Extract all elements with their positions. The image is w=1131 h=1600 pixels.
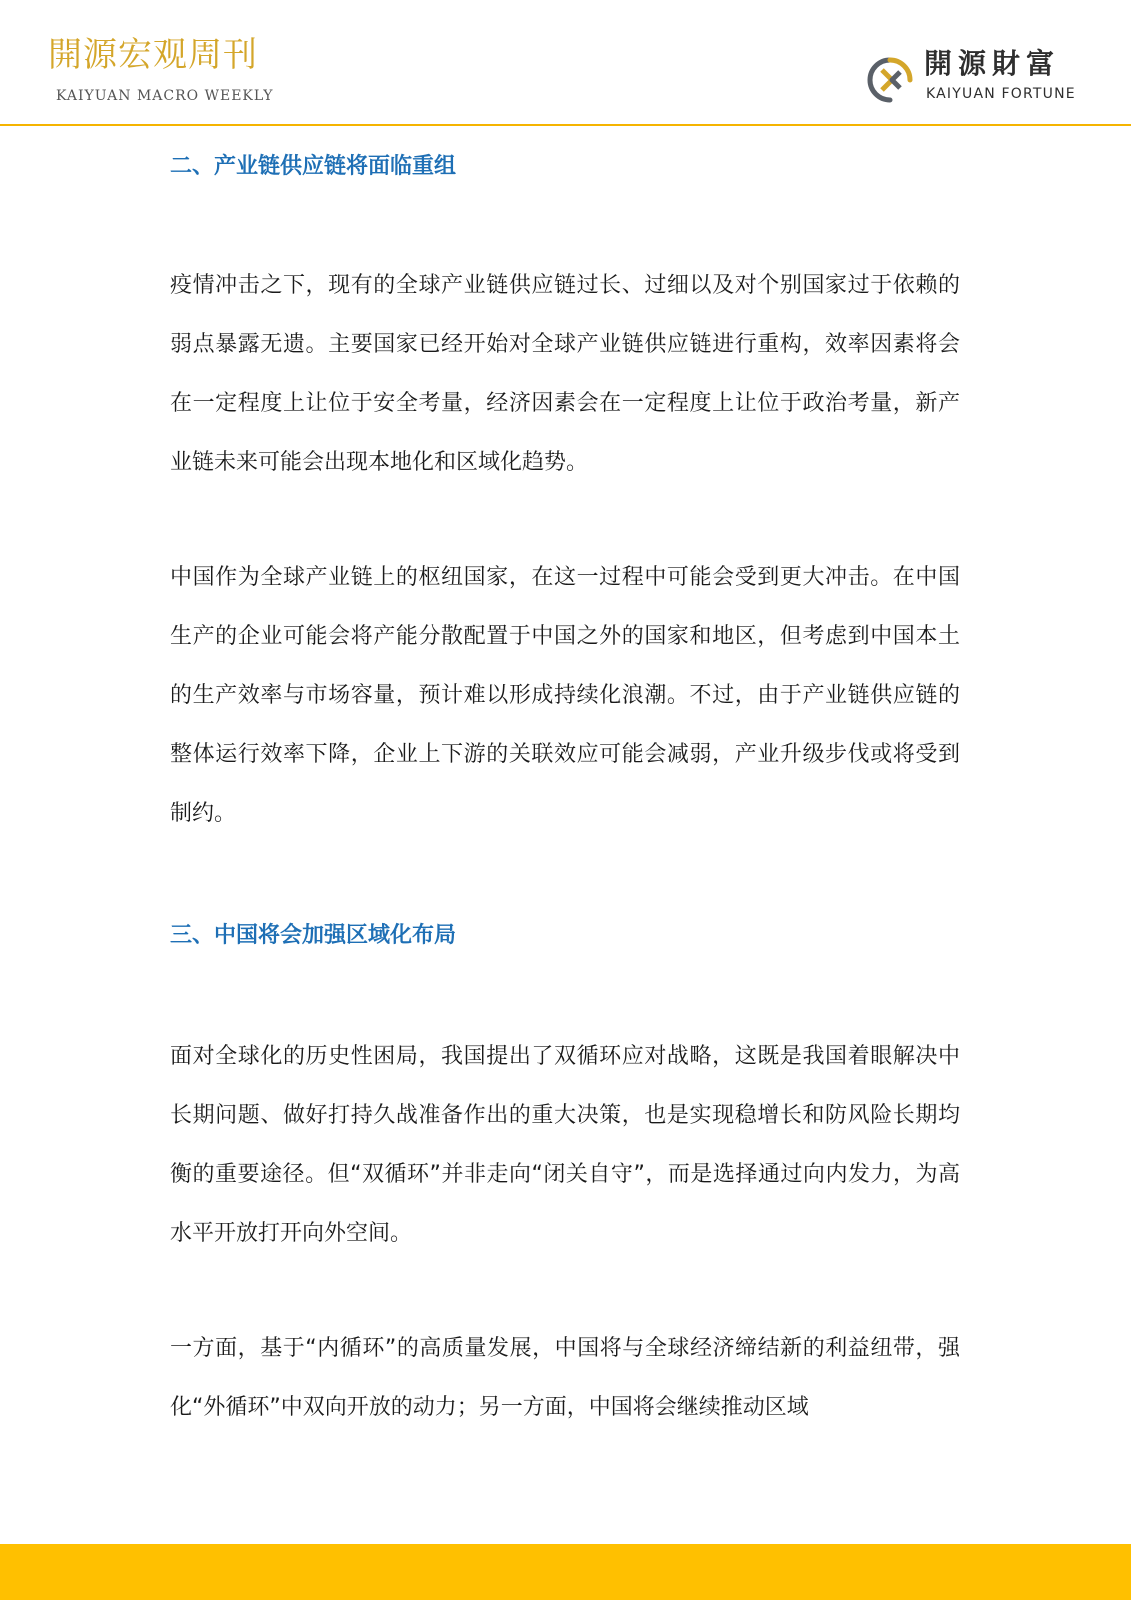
paragraph: 疫情冲击之下，现有的全球产业链供应链过长、过细以及对个别国家过于依赖的弱点暴露无遗。主要国家已经开始对全球产业链供应链进行重构，效率因素将会在一定程度上让位于安全考量，经济因素会在一定程度上让位于政治考量，新产业链未来可能会出现本地化和区域化趋势。 bbox=[170, 273, 960, 475]
document-body bbox=[170, 152, 960, 1437]
publication-subtitle: KAIYUAN MACRO WEEKLY bbox=[56, 88, 274, 104]
paragraph: 中国作为全球产业链上的枢纽国家，在这一过程中可能会受到更大冲击。在中国生产的企业可能会将产能分散配置于中国之外的国家和地区，但考虑到中国本土的生产效率与市场容量，预计难以形成持续化浪潮。不过，由于产业链供应链的整体运行效率下降，企业上下游的关联效应可能会减弱，产业升级步伐或将受到制约。 bbox=[170, 565, 960, 826]
logo-english-name: KAIYUAN FORTUNE bbox=[926, 86, 1076, 102]
header-divider bbox=[0, 124, 1131, 126]
page-header bbox=[0, 0, 1131, 126]
footer-bar bbox=[0, 1544, 1131, 1600]
kaiyuan-logo-icon bbox=[866, 56, 914, 104]
logo-name: 開源財富 bbox=[924, 47, 1061, 80]
section-heading: 二、产业链供应链将面临重组 bbox=[170, 154, 457, 179]
paragraph: 面对全球化的历史性困局，我国提出了双循环应对战略，这既是我国着眼解决中长期问题、做好打持久战准备作出的重大决策，也是实现稳增长和防风险长期均衡的重要途径。但“双循环”并非走向“闭关自守”，而是选择通过向内发力，为高水平开放打开向外空间。 bbox=[170, 1044, 960, 1246]
paragraph: 一方面，基于“内循环”的高质量发展，中国将与全球经济缔结新的利益纽带，强化“外循环”中双向开放的动力；另一方面，中国将会继续推动区域 bbox=[170, 1336, 960, 1420]
publication-title: 開源宏观周刊 bbox=[48, 35, 258, 75]
section-heading: 三、中国将会加强区域化布局 bbox=[170, 923, 457, 948]
